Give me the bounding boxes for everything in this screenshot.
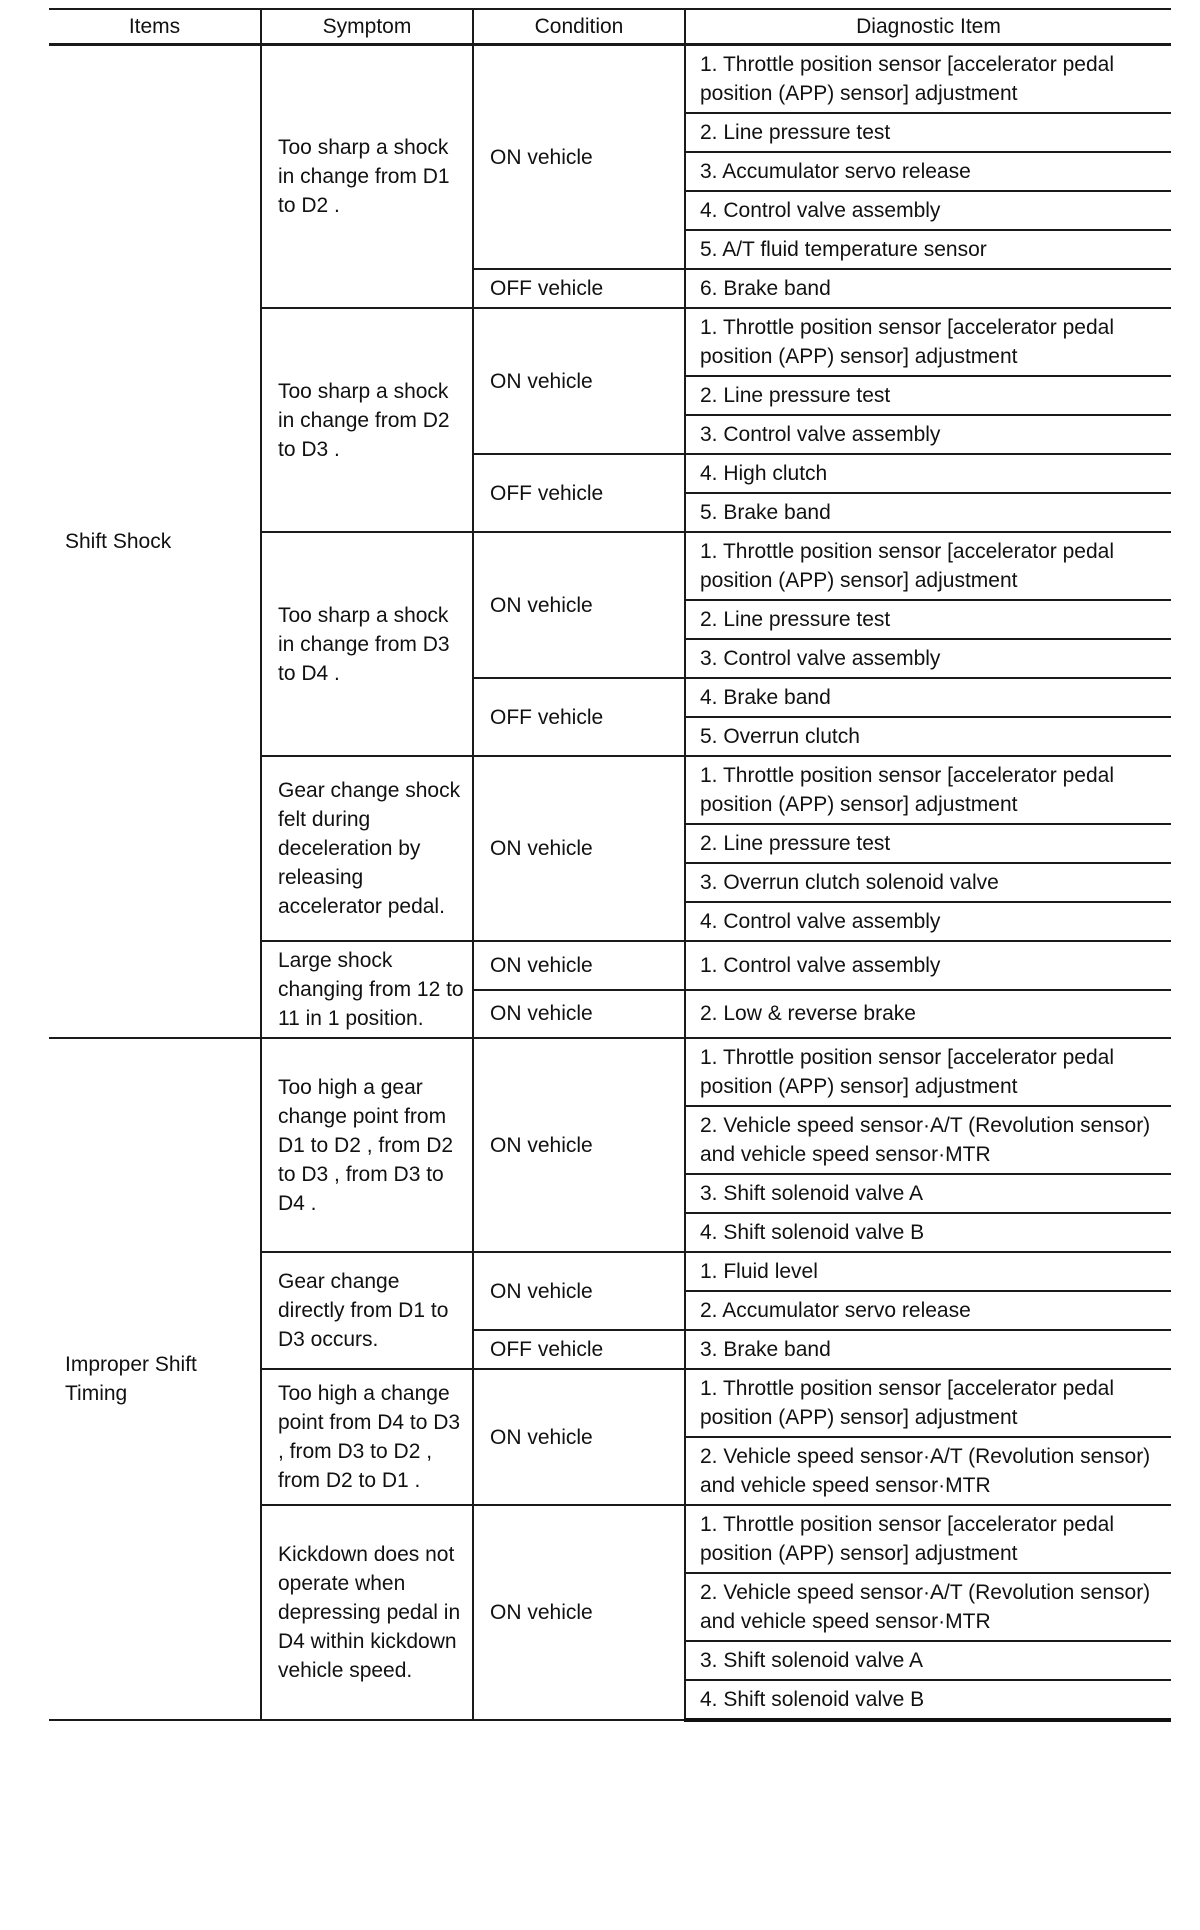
diagnostic-item-cell: 4. Control valve assembly xyxy=(685,902,1171,941)
diagnostic-item-cell: 2. Line pressure test xyxy=(685,376,1171,415)
diagnostic-item-cell: 1. Fluid level xyxy=(685,1252,1171,1291)
condition-cell: ON vehicle xyxy=(473,45,685,270)
diagnostic-item-cell: 3. Overrun clutch solenoid valve xyxy=(685,863,1171,902)
condition-cell: ON vehicle xyxy=(473,532,685,678)
condition-cell: ON vehicle xyxy=(473,1038,685,1252)
item-cell: Shift Shock xyxy=(49,45,261,1039)
diagnostic-table xyxy=(49,8,1171,1722)
diagnostic-item-cell: 3. Brake band xyxy=(685,1330,1171,1369)
diagnostic-item-cell: 1. Throttle position sensor [accelerator pedal position (APP) sensor] adjustment xyxy=(685,45,1171,114)
diagnostic-item-cell: 1. Throttle position sensor [accelerator pedal position (APP) sensor] adjustment xyxy=(685,1038,1171,1106)
table-row xyxy=(49,1038,1171,1106)
condition-cell: ON vehicle xyxy=(473,1252,685,1330)
diagnostic-item-cell: 3. Shift solenoid valve A xyxy=(685,1641,1171,1680)
header-diagnostic-item: Diagnostic Item xyxy=(685,9,1171,45)
diagnostic-item-cell: 2. Vehicle speed sensor·A/T (Revolution sensor) and vehicle speed sensor·MTR xyxy=(685,1437,1171,1505)
diagnostic-item-cell: 4. High clutch xyxy=(685,454,1171,493)
condition-cell: ON vehicle xyxy=(473,1369,685,1505)
condition-cell: ON vehicle xyxy=(473,756,685,941)
diagnostic-item-cell: 4. Control valve assembly xyxy=(685,191,1171,230)
condition-cell: ON vehicle xyxy=(473,990,685,1039)
condition-cell: OFF vehicle xyxy=(473,269,685,308)
diagnostic-item-cell: 1. Control valve assembly xyxy=(685,941,1171,990)
condition-cell: ON vehicle xyxy=(473,308,685,454)
diagnostic-item-cell: 5. A/T fluid temperature sensor xyxy=(685,230,1171,269)
symptom-cell: Too high a change point from D4 to D3 , from D3 to D2 , from D2 to D1 . xyxy=(261,1369,473,1505)
diagnostic-item-cell: 2. Line pressure test xyxy=(685,824,1171,863)
diagnostic-item-cell: 5. Overrun clutch xyxy=(685,717,1171,756)
diagnostic-item-cell: 2. Vehicle speed sensor·A/T (Revolution sensor) and vehicle speed sensor·MTR xyxy=(685,1106,1171,1174)
diagnostic-item-cell: 2. Line pressure test xyxy=(685,113,1171,152)
diagnostic-item-cell: 6. Brake band xyxy=(685,269,1171,308)
symptom-cell: Gear change directly from D1 to D3 occurs. xyxy=(261,1252,473,1369)
header-items: Items xyxy=(49,9,261,45)
condition-cell: OFF vehicle xyxy=(473,678,685,756)
symptom-cell: Too sharp a shock in change from D2 to D3 . xyxy=(261,308,473,532)
diagnostic-item-cell: 1. Throttle position sensor [accelerator pedal position (APP) sensor] adjustment xyxy=(685,308,1171,376)
diagnostic-item-cell: 3. Control valve assembly xyxy=(685,415,1171,454)
diagnostic-item-cell: 3. Shift solenoid valve A xyxy=(685,1174,1171,1213)
item-cell: Improper Shift Timing xyxy=(49,1038,261,1720)
symptom-cell: Too sharp a shock in change from D3 to D4 . xyxy=(261,532,473,756)
diagnostic-item-cell: 2. Vehicle speed sensor·A/T (Revolution sensor) and vehicle speed sensor·MTR xyxy=(685,1573,1171,1641)
diagnostic-item-cell: 2. Low & reverse brake xyxy=(685,990,1171,1039)
diagnostic-item-cell: 1. Throttle position sensor [accelerator pedal position (APP) sensor] adjustment xyxy=(685,1369,1171,1437)
symptom-cell: Large shock changing from 12 to 11 in 1 position. xyxy=(261,941,473,1038)
table-row xyxy=(49,45,1171,114)
symptom-cell: Too high a gear change point from D1 to D2 , from D2 to D3 , from D3 to D4 . xyxy=(261,1038,473,1252)
symptom-cell: Kickdown does not operate when depressing pedal in D4 within kickdown vehicle speed. xyxy=(261,1505,473,1720)
diagnostic-item-cell: 4. Shift solenoid valve B xyxy=(685,1680,1171,1720)
diagnostic-item-cell: 1. Throttle position sensor [accelerator pedal position (APP) sensor] adjustment xyxy=(685,532,1171,600)
condition-cell: ON vehicle xyxy=(473,1505,685,1720)
table-header-row xyxy=(49,9,1171,45)
condition-cell: OFF vehicle xyxy=(473,454,685,532)
diagnostic-item-cell: 3. Control valve assembly xyxy=(685,639,1171,678)
diagnostic-item-cell: 2. Accumulator servo release xyxy=(685,1291,1171,1330)
table-body xyxy=(49,45,1171,1721)
diagnostic-table-page xyxy=(49,8,1171,1722)
condition-cell: ON vehicle xyxy=(473,941,685,990)
header-symptom: Symptom xyxy=(261,9,473,45)
condition-cell: OFF vehicle xyxy=(473,1330,685,1369)
symptom-cell: Gear change shock felt during deceleration by releasing accelerator pedal. xyxy=(261,756,473,941)
diagnostic-item-cell: 5. Brake band xyxy=(685,493,1171,532)
diagnostic-item-cell: 4. Shift solenoid valve B xyxy=(685,1213,1171,1252)
diagnostic-item-cell: 3. Accumulator servo release xyxy=(685,152,1171,191)
diagnostic-item-cell: 1. Throttle position sensor [accelerator pedal position (APP) sensor] adjustment xyxy=(685,756,1171,824)
diagnostic-item-cell: 2. Line pressure test xyxy=(685,600,1171,639)
header-condition: Condition xyxy=(473,9,685,45)
symptom-cell: Too sharp a shock in change from D1 to D2 . xyxy=(261,45,473,309)
diagnostic-item-cell: 1. Throttle position sensor [accelerator pedal position (APP) sensor] adjustment xyxy=(685,1505,1171,1573)
diagnostic-item-cell: 4. Brake band xyxy=(685,678,1171,717)
